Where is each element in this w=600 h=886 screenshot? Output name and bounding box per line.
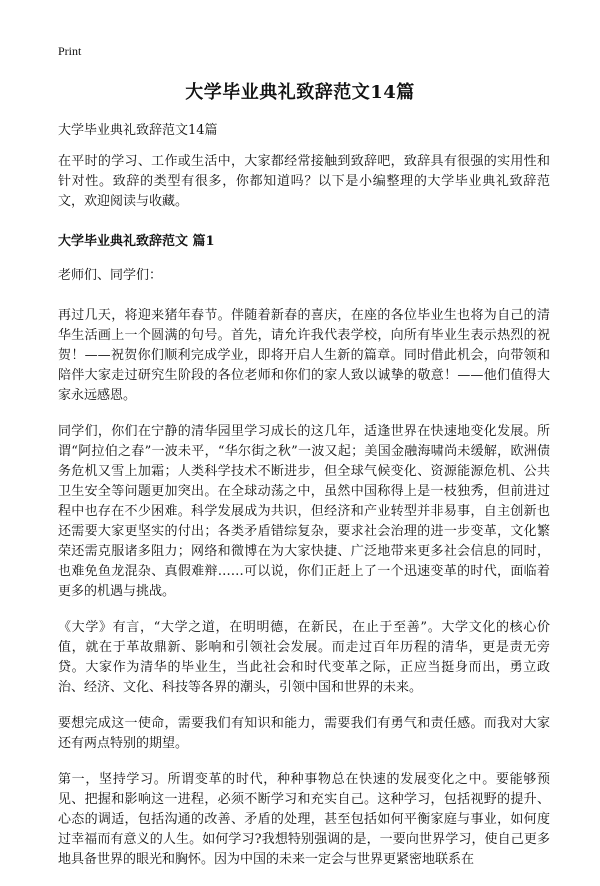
body-paragraph: 再过几天，将迎来猪年春节。伴随着新春的喜庆，在座的各位毕业生也将为自己的清华生活画上一个圆满的句号。首先，请允许我代表学校，向所有毕业生表示热烈的祝贺！——祝贺你们顺利完成学业，即将开启人生新的篇章。同时借此机会，向带领和陪伴大家走过研究生阶段的各位老师和你们的家人致以诚挚的敬意！——他们值得大家永远感恩。 bbox=[58, 308, 550, 403]
greeting: 老师们、同学们： bbox=[58, 268, 163, 283]
body-paragraph: 第一，坚持学习。所谓变革的时代，种种事物总在快速的发展变化之中。要能够预见、把握和影响这一进程，必须不断学习和充实自己。这种学习，包括视野的提升、心态的调适，包括沟通的改善、矛盾的处理，甚至包括如何平衡家庭与事业，如何度过幸福而有意义的人生。如何学习?我想特别强调的是，一要向世界学习，使自己更多地具备世界的眼光和胸怀。因为中国的未来一定会与世界更紧密地联系在 bbox=[58, 772, 550, 867]
article-body bbox=[58, 121, 550, 886]
body-paragraph: 《大学》有言，“大学之道，在明明德，在新民，在止于至善”。大学文化的核心价值，就在于革故鼎新、影响和引领社会发展。而走过百年历程的清华，更是责无旁贷。大家作为清华的毕业生，当此社会和时代变革之际，正应当挺身而出，勇立政治、经济、文化、科技等各界的潮头，引领中国和世界的未来。 bbox=[58, 620, 550, 695]
print-link[interactable]: Print bbox=[58, 44, 82, 58]
article-subtitle: 大学毕业典礼致辞范文14篇 bbox=[58, 123, 218, 138]
body-paragraph: 要想完成这一使命，需要我们有知识和能力，需要我们有勇气和责任感。而我对大家还有两点特别的期望。 bbox=[58, 716, 550, 751]
page-title: 大学毕业典礼致辞范文14篇 bbox=[185, 82, 415, 103]
section-heading: 大学毕业典礼致辞范文 篇1 bbox=[58, 234, 215, 249]
intro-paragraph: 在平时的学习、工作或生活中，大家都经常接触到致辞吧，致辞具有很强的实用性和针对性。致辞的类型有很多，你都知道吗？以下是小编整理的大学毕业典礼致辞范文，欢迎阅读与收藏。 bbox=[58, 154, 550, 209]
body-paragraph: 同学们，你们在宁静的清华园里学习成长的这几年，适逢世界在快速地变化发展。所谓“阿拉伯之春”一波未平，“华尔街之秋”一波又起；美国金融海啸尚未缓解，欧洲债务危机又雪上加霜；人类科学技术不断进步，但全球气候变化、资源能源危机、公共卫生安全等问题更加突出。在全球动荡之中，虽然中国称得上是一枝独秀，但前进过程中也存在不少困难。科学发展成为共识，但经济和产业转型并非易事，自主创新也还需要大家更坚实的付出；各类矛盾错综复杂，要求社会治理的进一步变革，文化繁荣还需克服诸多阻力；网络和微博在为大家快捷、广泛地带来更多社会信息的同时，也难免鱼龙混杂、真假难辩……可以说，你们正赶上了一个迅速变革的时代，面临着更多的机遇与挑战。 bbox=[58, 424, 550, 599]
